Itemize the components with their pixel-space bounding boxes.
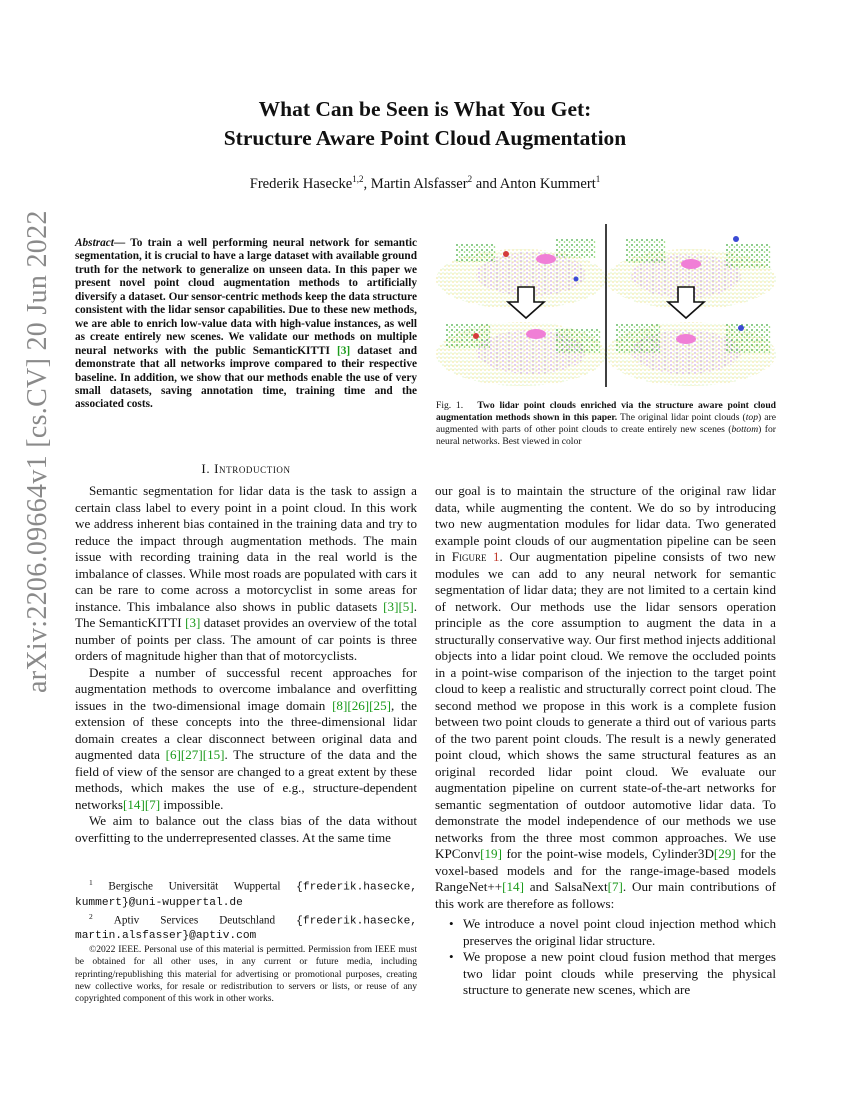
- paper-title: [0, 95, 850, 153]
- paragraph: [435, 483, 776, 912]
- abstract-dash: —: [113, 237, 131, 249]
- body-text: for the point-wise models, Cylinder3D: [501, 846, 714, 861]
- figure-caption: [436, 400, 776, 448]
- caption-bold: Two lidar point clouds enriched via the structure aware point cloud augmentation methods shown in this paper.: [436, 400, 776, 423]
- figure-label: Fig. 1.: [436, 400, 464, 411]
- citation-link[interactable]: [14]: [502, 879, 524, 894]
- left-bottom-cloud: [436, 322, 606, 386]
- footnote-text: Bergische Universität Wuppertal: [108, 880, 297, 893]
- citation-link[interactable]: [3]: [336, 344, 351, 357]
- citation-link[interactable]: [7]: [144, 796, 161, 812]
- body-text: . The SemanticKITTI: [75, 598, 417, 630]
- abstract-label: Abstract: [75, 237, 114, 249]
- body-text: and SalsaNext: [523, 879, 608, 894]
- author-name: Frederik Hasecke: [249, 175, 353, 192]
- section-heading: I. Introduction: [201, 461, 291, 476]
- figure-1: [436, 224, 776, 387]
- citation-link[interactable]: [15]: [202, 747, 225, 762]
- right-bottom-cloud: [606, 322, 776, 386]
- paragraph: We aim to balance out the class bias of the data without overfitting to the underrepresented classes. At the same time: [75, 813, 417, 845]
- citation-link[interactable]: [26]: [347, 697, 370, 713]
- list-item: • We propose a new point cloud fusion method that merges two lidar point clouds while preserving the physical structure to generate new scenes, which are: [435, 949, 776, 999]
- caption-text: The original lidar point clouds (: [617, 412, 746, 423]
- citation-link[interactable]: [3]: [185, 615, 201, 630]
- left-column-body: [75, 483, 417, 846]
- footnote-email: {frederik.hasecke, martin.alsfasser}@aptiv.com: [75, 915, 418, 943]
- citation-link[interactable]: [14]: [123, 796, 145, 812]
- body-text: dataset provides an overview of the total number of points per class. The amount of car points is three orders of magnitude higher than that of motorcyclists.: [75, 615, 417, 663]
- arxiv-identifier: arXiv:2206.09664v1 [cs.CV] 20 Jun 2022: [22, 210, 53, 693]
- affiliation-mark: 1,2: [352, 174, 364, 184]
- caption-text: top: [745, 412, 759, 423]
- footnote-1: [75, 876, 417, 910]
- citation-link[interactable]: [29]: [713, 846, 736, 861]
- footnote-text: Aptiv Services Deutschland: [113, 914, 297, 927]
- body-text: impossible.: [160, 796, 224, 812]
- title-line-2: Structure Aware Point Cloud Augmentation: [223, 126, 627, 150]
- citation-link[interactable]: [27]: [180, 747, 203, 762]
- paragraph: [75, 665, 417, 814]
- footnote-email: {frederik.hasecke, kummert}@uni-wuppertal.de: [75, 881, 418, 909]
- citation-link[interactable]: [8]: [332, 697, 348, 713]
- abstract: [75, 237, 417, 412]
- list-item: • We introduce a novel point cloud injection method which preserves the original lidar structure.: [435, 916, 776, 949]
- citation-link[interactable]: [7]: [607, 879, 623, 894]
- body-text: Despite a number of successful recent approaches for augmentation methods to overcome imbalance and overfitting issues in the two-dimensional image domain: [75, 664, 417, 713]
- citation-link[interactable]: [25]: [369, 697, 391, 713]
- caption-text: ) are augmented with parts of other point clouds to create entirely new scenes (: [436, 412, 777, 435]
- caption-text: bottom: [731, 424, 759, 435]
- body-text: our goal is to maintain the structure of the original raw lidar data, while augmenting the content. We do so by introducing two new augmentation modules for lidar data. Two generated example point clouds of our augmentation pipeline can be seen in: [435, 483, 776, 564]
- title-line-1: What Can be Seen is What You Get:: [258, 97, 592, 121]
- affiliation-mark: 2: [467, 174, 473, 184]
- copyright-notice: [75, 944, 417, 1005]
- citation-link[interactable]: [5]: [398, 598, 414, 614]
- citation-link[interactable]: [3]: [383, 598, 399, 614]
- footnote-mark: 1: [89, 878, 93, 887]
- body-text: . The structure of the data and the field of view of the sensor are changed to a great extent by these methods, which makes the use of e.g., structure-dependent networks: [75, 747, 417, 812]
- footnotes: [75, 876, 417, 943]
- body-text: . Our augmentation pipeline consists of two new modules we can add to any neural network for semantic segmentation of lidar data; they are not limited to a certain kind of network. Our methods use the lidar sensors operation principle as the core assumption to augment the data in a structurally conservative way. Our first method injects additional objects into a lidar point cloud. We remove the occluded points in a point-wise comparison of the injection to the target point cloud to keep a realistic and structurally correct point cloud. The second method we propose in this work is a complete fusion between two point clouds to generate a third out of various parts of the two parent point clouds. The result is a newly generated point cloud, which shows the same structural features as an original recorded lidar point cloud. We evaluate our augmentation pipeline on current state-of-the-art networks for semantic segmentation of outdoor automotive lidar data. To demonstrate the model independence of our methods we use networks from the three most common approaches. We use KPConv: [435, 549, 777, 861]
- author-list: [0, 174, 850, 193]
- paragraph: [75, 483, 417, 665]
- body-text: . Our main contributions of this work are therefore as follows:: [435, 879, 777, 911]
- lidar-point-cloud-image: [436, 224, 776, 387]
- right-column-body: [435, 483, 776, 999]
- author-name: and Anton Kummert: [472, 175, 596, 192]
- figure-ref-word: Figure: [451, 549, 487, 564]
- author-name: , Martin Alsfasser: [363, 175, 468, 192]
- body-text: Semantic segmentation for lidar data is the task to assign a certain class label to every point in a point cloud. In this work we address inherent bias contained in the training data and try to reduce the impact through augmentation methods. The main issue with recording training data in the real world is the imbalance of classes. While most roads are populated with cars it can be rare to come across a motorcyclist in some areas for instance. This imbalance also shows in public datasets: [75, 483, 417, 614]
- contribution-list: [435, 916, 776, 999]
- abstract-text: To train a well performing neural network for semantic segmentation, it is crucial to have a large dataset with available ground truth for the network to generalize on unseen data. In this paper we present novel point cloud augmentation methods to artificially diversify a dataset. Our sensor-centric methods keep the data structure consistent with the lidar sensor capabilities. Due to these new methods, we are able to enrich low-value data with high-value instances, as well as create entirely new scenes. We validate our methods on multiple neural networks with the public SemanticKITTI: [75, 237, 417, 357]
- footnote-2: [75, 910, 417, 944]
- figure-ref-link[interactable]: 1: [493, 549, 500, 564]
- abstract-text: dataset and demonstrate that all networks improve compared to their respective baseline. In addition, we show that our methods enable the use of very small datasets, saving annotation time, training time and the associated costs.: [75, 344, 417, 411]
- copyright-text: ©2022 IEEE. Personal use of this material is permitted. Permission from IEEE must be obtained for all other uses, in any current or future media, including reprinting/republishing this material for advertising or promotional purposes, creating new collective works, for resale or redistribution to servers or lists, or reuse of any copyrighted component of this work in other works.: [75, 944, 417, 1005]
- citation-link[interactable]: [19]: [480, 846, 502, 861]
- body-text: for the voxel-based models and for the range-image-based models RangeNet++: [435, 846, 776, 894]
- affiliation-mark: 1: [595, 174, 601, 184]
- citation-link[interactable]: [6]: [165, 747, 181, 762]
- footnote-mark: 2: [89, 911, 93, 921]
- caption-text: ) for neural networks. Best viewed in color: [436, 424, 776, 447]
- body-text: , the extension of these concepts into the three-dimensional lidar domain creates a clear disconnect between original data and augmented data: [75, 697, 417, 762]
